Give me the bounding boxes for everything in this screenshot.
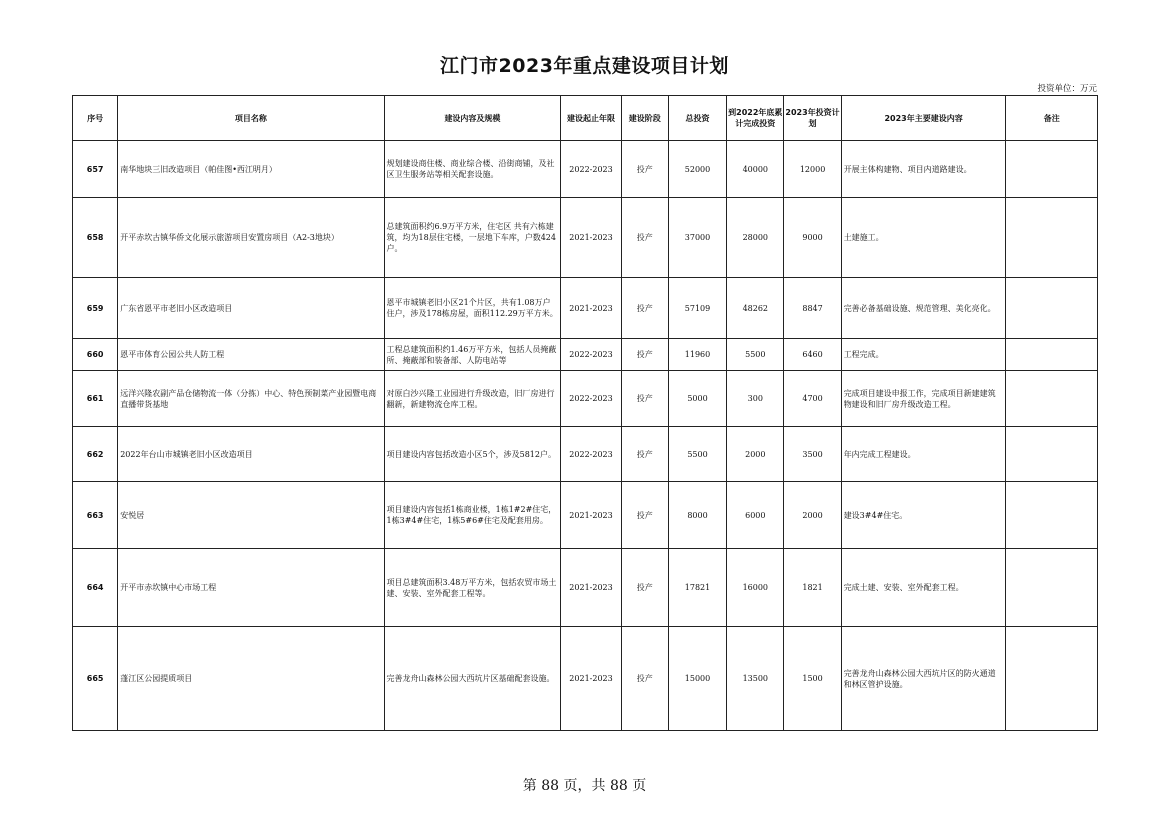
row-stage: 投产	[621, 427, 668, 482]
row-years: 2022-2023	[561, 371, 621, 427]
row-total-investment: 17821	[668, 549, 726, 627]
row-completed-investment: 300	[727, 371, 784, 427]
row-completed-investment: 40000	[727, 141, 784, 198]
row-2023-plan: 1821	[784, 549, 841, 627]
page-title: 江门市2023年重点建设项目计划	[440, 55, 729, 77]
row-2023-plan: 1500	[784, 627, 841, 731]
row-project-name: 广东省恩平市老旧小区改造项目	[118, 278, 384, 339]
row-index: 663	[73, 482, 118, 549]
row-scope: 完善龙舟山森林公园大西坑片区基础配套设施。	[384, 627, 561, 731]
row-2023-plan: 2000	[784, 482, 841, 549]
investment-unit-label: 投资单位：万元	[1037, 84, 1097, 94]
row-2023-main-content: 工程完成。	[841, 339, 1006, 371]
header-stage: 建设阶段	[621, 96, 668, 141]
row-2023-plan: 9000	[784, 198, 841, 278]
row-project-name: 开平市赤坎镇中心市场工程	[118, 549, 384, 627]
row-years: 2021-2023	[561, 627, 621, 731]
row-scope: 对原白沙兴隆工业园进行升级改造，旧厂房进行翻新，新建物流仓库工程。	[384, 371, 561, 427]
row-index: 660	[73, 339, 118, 371]
header-total-investment: 总投资	[668, 96, 726, 141]
row-remarks	[1006, 427, 1098, 482]
header-scope: 建设内容及规模	[384, 96, 561, 141]
row-2023-plan: 4700	[784, 371, 841, 427]
row-2023-plan: 12000	[784, 141, 841, 198]
row-stage: 投产	[621, 627, 668, 731]
row-remarks	[1006, 482, 1098, 549]
row-completed-investment: 2000	[727, 427, 784, 482]
table-row	[73, 141, 1098, 198]
row-stage: 投产	[621, 278, 668, 339]
row-total-investment: 8000	[668, 482, 726, 549]
row-remarks	[1006, 278, 1098, 339]
row-index: 662	[73, 427, 118, 482]
row-remarks	[1006, 627, 1098, 731]
row-total-investment: 11960	[668, 339, 726, 371]
row-total-investment: 57109	[668, 278, 726, 339]
row-years: 2022-2023	[561, 141, 621, 198]
row-2023-main-content: 完善龙舟山森林公园大西坑片区的防火通道和林区管护设施。	[841, 627, 1006, 731]
row-scope: 恩平市城镇老旧小区21个片区，共有1.08万户住户，涉及178栋房屋，面积112.29万平方米。	[384, 278, 561, 339]
row-total-investment: 37000	[668, 198, 726, 278]
row-years: 2022-2023	[561, 339, 621, 371]
row-project-name: 开平赤坎古镇华侨文化展示旅游项目安置房项目（A2-3地块）	[118, 198, 384, 278]
row-completed-investment: 16000	[727, 549, 784, 627]
table-row	[73, 549, 1098, 627]
table-row	[73, 339, 1098, 371]
row-2023-main-content: 土建施工。	[841, 198, 1006, 278]
row-project-name: 远洋兴隆农副产品仓储物流一体（分拣）中心、特色预制菜产业园暨电商直播带货基地	[118, 371, 384, 427]
table-row	[73, 278, 1098, 339]
row-stage: 投产	[621, 549, 668, 627]
row-index: 665	[73, 627, 118, 731]
project-plan-table	[72, 95, 1098, 731]
row-total-investment: 52000	[668, 141, 726, 198]
row-stage: 投产	[621, 198, 668, 278]
row-completed-investment: 28000	[727, 198, 784, 278]
row-2023-main-content: 开展主体构建物、项目内道路建设。	[841, 141, 1006, 198]
row-stage: 投产	[621, 339, 668, 371]
row-years: 2021-2023	[561, 198, 621, 278]
row-project-name: 蓬江区公园提质项目	[118, 627, 384, 731]
row-index: 664	[73, 549, 118, 627]
row-years: 2021-2023	[561, 549, 621, 627]
row-2023-main-content: 完善必备基础设施、规范管理、美化亮化。	[841, 278, 1006, 339]
row-2023-main-content: 完成项目建设申报工作，完成项目新建建筑物建设和旧厂房升级改造工程。	[841, 371, 1006, 427]
row-total-investment: 5000	[668, 371, 726, 427]
row-completed-investment: 5500	[727, 339, 784, 371]
table-row	[73, 427, 1098, 482]
row-2023-main-content: 年内完成工程建设。	[841, 427, 1006, 482]
row-years: 2021-2023	[561, 278, 621, 339]
row-total-investment: 15000	[668, 627, 726, 731]
row-completed-investment: 6000	[727, 482, 784, 549]
row-scope: 项目建设内容包括改造小区5个，涉及5812户。	[384, 427, 561, 482]
table-row	[73, 198, 1098, 278]
table-row	[73, 627, 1098, 731]
row-project-name: 2022年台山市城镇老旧小区改造项目	[118, 427, 384, 482]
row-completed-investment: 48262	[727, 278, 784, 339]
row-remarks	[1006, 339, 1098, 371]
header-2023-plan: 2023年投资计划	[784, 96, 841, 141]
table-row	[73, 482, 1098, 549]
row-2023-plan: 6460	[784, 339, 841, 371]
row-years: 2021-2023	[561, 482, 621, 549]
row-2023-plan: 8847	[784, 278, 841, 339]
row-index: 659	[73, 278, 118, 339]
row-remarks	[1006, 141, 1098, 198]
row-scope: 工程总建筑面积约1.46万平方米，包括人员掩蔽所、掩蔽部和装备部、人防电站等	[384, 339, 561, 371]
page-footer: 第 88 页，共 88 页	[522, 778, 647, 794]
table-header-row	[73, 96, 1098, 141]
row-2023-main-content: 完成土建、安装、室外配套工程。	[841, 549, 1006, 627]
row-total-investment: 5500	[668, 427, 726, 482]
header-years: 建设起止年限	[561, 96, 621, 141]
row-stage: 投产	[621, 371, 668, 427]
row-remarks	[1006, 371, 1098, 427]
row-2023-main-content: 建设3#4#住宅。	[841, 482, 1006, 549]
row-project-name: 南华地块三旧改造项目（帕佳图•西江明月）	[118, 141, 384, 198]
row-2023-plan: 3500	[784, 427, 841, 482]
row-scope: 规划建设商住楼、商业综合楼、沿街商铺，及社区卫生服务站等相关配套设施。	[384, 141, 561, 198]
row-scope: 项目建设内容包括1栋商业楼，1栋1#2#住宅，1栋3#4#住宅，1栋5#6#住宅及配套用房。	[384, 482, 561, 549]
header-2023-main-content: 2023年主要建设内容	[841, 96, 1006, 141]
row-project-name: 恩平市体育公园公共人防工程	[118, 339, 384, 371]
header-remarks: 备注	[1006, 96, 1098, 141]
table-row	[73, 371, 1098, 427]
row-remarks	[1006, 549, 1098, 627]
row-scope: 项目总建筑面积3.48万平方米，包括农贸市场土建、安装、室外配套工程等。	[384, 549, 561, 627]
row-index: 658	[73, 198, 118, 278]
row-scope: 总建筑面积约6.9万平方米，住宅区 共有六栋建筑，均为18层住宅楼，一层地下车库，户数424户。	[384, 198, 561, 278]
row-completed-investment: 13500	[727, 627, 784, 731]
row-index: 661	[73, 371, 118, 427]
header-completed-investment: 到2022年底累计完成投资	[727, 96, 784, 141]
row-index: 657	[73, 141, 118, 198]
row-years: 2022-2023	[561, 427, 621, 482]
row-project-name: 安悦居	[118, 482, 384, 549]
row-stage: 投产	[621, 482, 668, 549]
header-index: 序号	[73, 96, 118, 141]
row-remarks	[1006, 198, 1098, 278]
row-stage: 投产	[621, 141, 668, 198]
header-project-name: 项目名称	[118, 96, 384, 141]
